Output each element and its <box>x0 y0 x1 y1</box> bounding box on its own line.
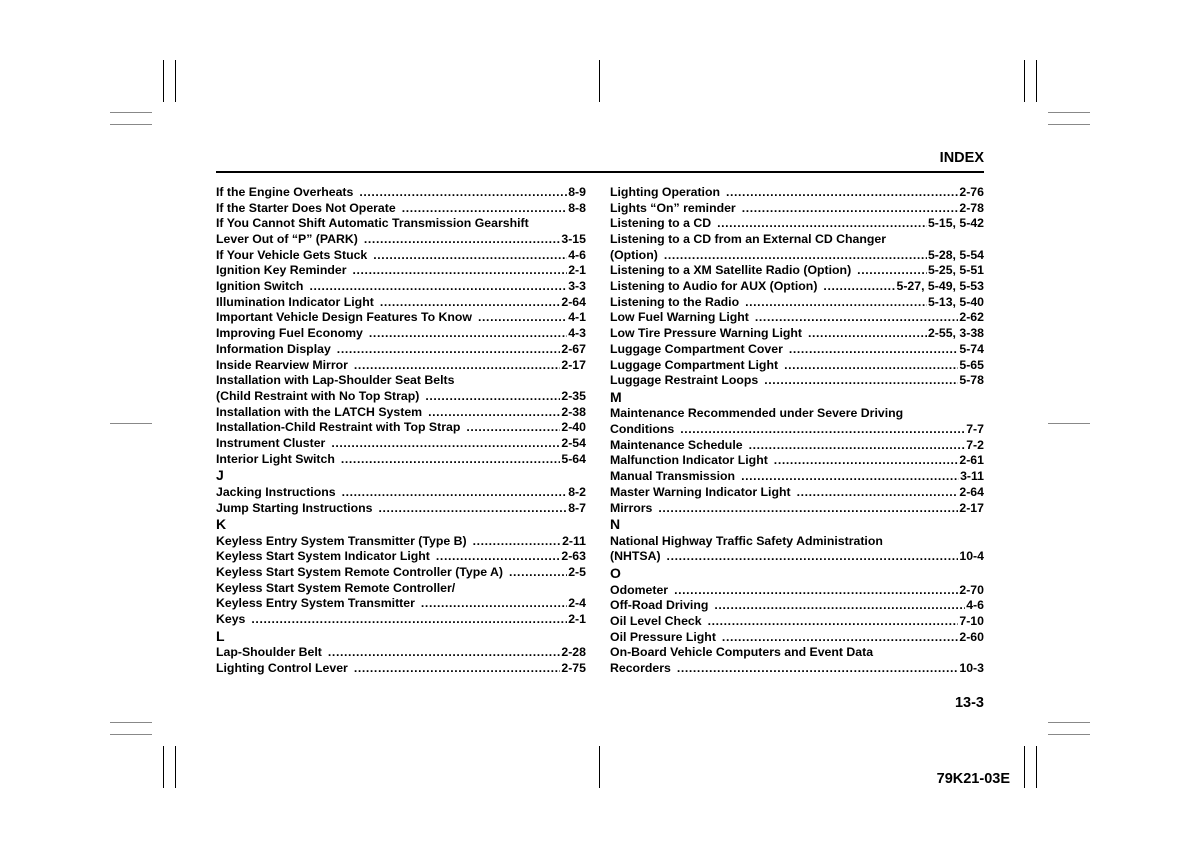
index-entry <box>216 485 586 501</box>
index-entry <box>216 201 586 217</box>
index-entry-text: Lap-Shoulder Belt <box>216 645 322 660</box>
index-entry-text: Installation-Child Restraint with Top Strap <box>216 420 461 435</box>
index-entry-page: 8-9 <box>568 185 586 199</box>
index-entry-page: 5-78 <box>959 373 984 388</box>
index-entry-page: 2-62 <box>959 310 984 325</box>
dot-leader <box>674 583 958 599</box>
index-entry <box>610 406 984 422</box>
dot-leader <box>380 295 561 311</box>
dot-leader <box>722 630 958 646</box>
index-entry <box>216 534 586 550</box>
index-entry-page: 2-75 <box>561 661 586 676</box>
dot-leader <box>764 373 958 389</box>
crop-mark <box>1048 722 1090 723</box>
dot-leader <box>369 326 567 342</box>
index-entry-text: If Your Vehicle Gets Stuck <box>216 247 368 262</box>
crop-mark <box>1024 60 1025 102</box>
index-column-left <box>216 185 586 677</box>
index-entry <box>216 549 586 565</box>
dot-leader <box>680 422 965 438</box>
dot-leader <box>797 485 959 501</box>
index-entry-text: Keyless Start System Indicator Light <box>216 549 430 564</box>
index-section-letter: N <box>610 516 621 533</box>
index-entry <box>610 311 984 327</box>
index-entry-page: 2-17 <box>561 357 586 372</box>
dot-leader <box>309 279 567 295</box>
index-entry-text: Keyless Entry System Transmitter <box>216 596 415 611</box>
index-section-letter: L <box>216 627 225 644</box>
dot-leader <box>708 614 959 630</box>
index-entry-text: Lights “On” reminder <box>610 200 736 215</box>
dot-leader <box>789 342 959 358</box>
index-entry-text: (NHTSA) <box>610 549 661 564</box>
dot-leader <box>749 438 966 454</box>
index-section-letter: M <box>610 388 622 405</box>
index-entry-page: 3-11 <box>960 469 984 484</box>
index-entry-text: Maintenance Schedule <box>610 437 743 452</box>
index-entry-page: 2-63 <box>561 549 586 564</box>
index-entry-text: Listening to a CD <box>610 216 712 231</box>
dot-leader <box>478 311 567 327</box>
index-entry <box>216 326 586 342</box>
dot-leader <box>755 311 958 327</box>
index-entry-text: If the Engine Overheats <box>216 185 354 199</box>
index-entry-text: Keyless Entry System Transmitter (Type B) <box>216 533 467 548</box>
index-entry-page: 4-6 <box>568 247 586 262</box>
crop-mark <box>1036 60 1037 102</box>
index-entry-text: Recorders <box>610 661 671 676</box>
index-entry-text: Low Fuel Warning Light <box>610 310 749 325</box>
crop-mark <box>110 722 152 723</box>
dot-leader <box>741 469 959 485</box>
dot-leader <box>331 436 560 452</box>
dot-leader <box>378 501 567 517</box>
index-entry <box>216 405 586 421</box>
crop-mark <box>163 746 164 788</box>
document-code: 79K21-03E <box>936 771 1010 787</box>
dot-leader <box>421 597 567 613</box>
index-entry-text: Mirrors <box>610 500 653 515</box>
index-entry-text: (Child Restraint with No Top Strap) <box>216 388 420 403</box>
index-entry-text: Luggage Restraint Loops <box>610 373 759 388</box>
index-entry-text: Illumination Indicator Light <box>216 294 374 309</box>
crop-mark <box>110 734 152 735</box>
index-entry <box>610 216 984 232</box>
crop-mark <box>599 60 600 102</box>
header-divider <box>216 171 984 173</box>
dot-leader <box>784 358 958 374</box>
index-entry-page: 5-27, 5-49, 5-53 <box>896 279 984 294</box>
index-entry-page: 7-7 <box>966 422 984 437</box>
index-entry <box>610 358 984 374</box>
dot-leader <box>714 598 965 614</box>
crop-mark <box>1036 746 1037 788</box>
index-entry-page: 5-25, 5-51 <box>927 263 984 278</box>
index-entry-page: 7-10 <box>959 614 984 628</box>
index-entry <box>610 295 984 311</box>
index-entry <box>610 185 984 201</box>
dot-leader <box>473 534 561 550</box>
index-entry-text: Off-Road Driving <box>610 598 709 613</box>
dot-leader <box>328 645 560 661</box>
crop-mark <box>1048 734 1090 735</box>
index-entry-text: Oil Level Check <box>610 614 702 628</box>
index-entry-text: Keyless Start System Remote Controller/ <box>216 580 456 595</box>
index-entry-page: 8-8 <box>568 200 586 215</box>
index-entry <box>216 358 586 374</box>
index-entry <box>610 534 984 550</box>
index-entry <box>610 454 984 470</box>
dot-leader <box>677 661 959 677</box>
index-entry-text: If the Starter Does Not Operate <box>216 200 396 215</box>
index-entry <box>216 452 586 468</box>
index-entry-text: Manual Transmission <box>610 469 736 484</box>
dot-leader <box>354 661 561 677</box>
index-entry <box>610 630 984 646</box>
index-entry <box>216 342 586 358</box>
dot-leader <box>658 501 958 517</box>
index-entry-page: 4-1 <box>568 310 586 325</box>
index-entry-text: Lighting Operation <box>610 185 720 199</box>
index-entry-text: Jacking Instructions <box>216 484 336 499</box>
index-entry-text: Ignition Key Reminder <box>216 263 347 278</box>
index-entry-text: Lever Out of “P” (PARK) <box>216 232 358 247</box>
index-entry-page: 2-54 <box>561 436 586 450</box>
index-entry <box>610 501 984 517</box>
index-entry <box>610 342 984 358</box>
index-entry-page: 2-28 <box>561 645 586 660</box>
index-entry-text: Ignition Switch <box>216 279 304 294</box>
crop-mark <box>110 423 152 424</box>
index-entry <box>216 612 586 628</box>
index-entry-page: 2-64 <box>959 484 984 499</box>
index-entry <box>610 232 984 248</box>
index-entry-text: Luggage Compartment Light <box>610 357 779 372</box>
index-entry-page: 2-64 <box>561 294 586 309</box>
index-entry <box>216 295 586 311</box>
index-entry <box>216 645 586 661</box>
page-title: INDEX <box>939 150 984 166</box>
index-entry-page: 2-11 <box>562 533 586 548</box>
index-entry-text: Malfunction Indicator Light <box>610 453 768 468</box>
index-entry <box>610 614 984 630</box>
index-entry <box>216 565 586 581</box>
index-entry-text: Jump Starting Instructions <box>216 500 373 515</box>
index-entry-page: 5-15, 5-42 <box>927 216 984 231</box>
index-entry-page: 10-4 <box>959 549 984 564</box>
dot-leader <box>667 549 959 565</box>
index-entry-text: Odometer <box>610 582 669 597</box>
crop-mark <box>163 60 164 102</box>
index-entry-text: National Highway Traffic Safety Administration <box>610 533 883 548</box>
index-entry <box>216 279 586 295</box>
index-entry-page: 8-7 <box>568 500 586 515</box>
crop-mark <box>175 746 176 788</box>
index-entry-page: 3-3 <box>568 279 586 294</box>
dot-leader <box>359 185 567 201</box>
index-entry-page: 2-61 <box>959 453 984 468</box>
index-entry-page: 2-5 <box>568 565 586 580</box>
index-entry-text: Installation with Lap-Shoulder Seat Belts <box>216 373 455 388</box>
dot-leader <box>745 295 927 311</box>
index-entry <box>216 216 586 232</box>
index-entry-text: Interior Light Switch <box>216 451 335 466</box>
index-entry <box>216 248 586 264</box>
page-number: 13-3 <box>954 695 984 711</box>
dot-leader <box>717 216 927 232</box>
index-entry <box>216 232 586 248</box>
dot-leader <box>436 549 560 565</box>
index-entry <box>216 436 586 452</box>
dot-leader <box>857 263 927 279</box>
dot-leader <box>341 452 561 468</box>
dot-leader <box>664 248 927 264</box>
crop-mark <box>1048 423 1090 424</box>
index-entry <box>610 248 984 264</box>
index-entry-page: 4-6 <box>966 598 984 613</box>
index-entry-page: 10-3 <box>959 661 984 676</box>
index-entry-page: 4-3 <box>568 326 586 341</box>
index-entry-text: Important Vehicle Design Features To Know <box>216 310 473 325</box>
index-entry <box>216 597 586 613</box>
index-entry-text: Listening to a XM Satellite Radio (Option) <box>610 263 852 278</box>
crop-mark <box>110 124 152 125</box>
index-entry-page: 2-76 <box>959 185 984 199</box>
index-entry <box>610 661 984 677</box>
index-entry-text: Instrument Cluster <box>216 436 326 450</box>
index-entry <box>610 583 984 599</box>
index-entry-page: 2-17 <box>959 500 984 515</box>
index-entry-text: On-Board Vehicle Computers and Event Data <box>610 645 874 660</box>
index-entry-text: Inside Rearview Mirror <box>216 357 348 372</box>
index-entry-text: Lighting Control Lever <box>216 661 348 676</box>
index-entry-page: 5-13, 5-40 <box>927 294 984 309</box>
index-entry-text: Listening to Audio for AUX (Option) <box>610 279 818 294</box>
dot-leader <box>402 201 568 217</box>
index-entry-page: 8-2 <box>568 484 586 499</box>
dot-leader <box>726 185 958 201</box>
dot-leader <box>823 279 895 295</box>
index-entry-page: 2-4 <box>568 596 586 611</box>
index-entry-page: 2-1 <box>568 612 586 627</box>
dot-leader <box>337 342 561 358</box>
index-entry <box>216 581 586 597</box>
index-entry-text: Information Display <box>216 341 331 356</box>
index-entry-text: Low Tire Pressure Warning Light <box>610 326 802 341</box>
index-entry <box>610 279 984 295</box>
index-section-letter: O <box>610 565 621 582</box>
dot-leader <box>509 565 567 581</box>
index-entry-text: Installation with the LATCH System <box>216 404 423 419</box>
index-entry <box>216 661 586 677</box>
index-entry-text: Maintenance Recommended under Severe Driving <box>610 406 904 421</box>
index-entry <box>610 263 984 279</box>
index-entry <box>610 373 984 389</box>
index-entry <box>610 422 984 438</box>
dot-leader <box>808 326 927 342</box>
dot-leader <box>342 485 568 501</box>
index-entry-page: 2-78 <box>959 200 984 215</box>
index-entry-page: 3-15 <box>561 232 586 247</box>
index-entry-page: 2-70 <box>959 582 984 597</box>
index-entry-text: Luggage Compartment Cover <box>610 341 783 356</box>
crop-mark <box>110 112 152 113</box>
index-entry <box>610 485 984 501</box>
index-entry-text: (Option) <box>610 247 658 262</box>
dot-leader <box>353 263 568 279</box>
index-entry-page: 5-28, 5-54 <box>927 247 984 262</box>
index-entry-page: 2-1 <box>568 263 586 278</box>
index-entry-page: 2-35 <box>561 388 586 403</box>
index-entry <box>610 645 984 661</box>
index-entry-page: 5-64 <box>561 451 586 466</box>
index-entry-text: Listening to the Radio <box>610 294 740 309</box>
index-entry <box>216 185 586 201</box>
crop-mark <box>1024 746 1025 788</box>
index-entry-text: If You Cannot Shift Automatic Transmission Gearshift <box>216 216 529 231</box>
index-column-right <box>610 185 984 677</box>
index-entry <box>610 598 984 614</box>
index-entry-text: Oil Pressure Light <box>610 629 716 644</box>
index-entry-text: Listening to a CD from an External CD Changer <box>610 232 887 247</box>
index-entry <box>216 501 586 517</box>
crop-mark <box>1048 124 1090 125</box>
dot-leader <box>251 612 567 628</box>
dot-leader <box>742 201 959 217</box>
dot-leader <box>354 358 560 374</box>
index-entry <box>216 420 586 436</box>
index-entry-page: 2-60 <box>959 629 984 644</box>
index-entry-page: 5-65 <box>959 357 984 372</box>
index-entry-text: Keyless Start System Remote Controller (Type A) <box>216 565 504 580</box>
dot-leader <box>425 389 560 405</box>
index-entry <box>216 389 586 405</box>
index-entry-page: 2-38 <box>561 404 586 419</box>
index-entry <box>610 201 984 217</box>
index-entry-page: 5-74 <box>959 341 984 356</box>
index-entry <box>216 263 586 279</box>
index-entry <box>610 549 984 565</box>
index-entry <box>610 326 984 342</box>
index-entry-text: Conditions <box>610 422 675 437</box>
index-entry <box>216 311 586 327</box>
index-entry-page: 7-2 <box>966 437 984 452</box>
index-section-letter: J <box>216 467 224 484</box>
index-section-letter: K <box>216 516 227 533</box>
crop-mark <box>175 60 176 102</box>
crop-mark <box>1048 112 1090 113</box>
dot-leader <box>466 420 560 436</box>
dot-leader <box>373 248 567 264</box>
index-entry-text: Improving Fuel Economy <box>216 326 363 341</box>
index-entry <box>610 469 984 485</box>
dot-leader <box>428 405 560 421</box>
crop-mark <box>599 746 600 788</box>
index-entry-page: 2-55, 3-38 <box>927 326 984 341</box>
index-entry-text: Master Warning Indicator Light <box>610 484 791 499</box>
dot-leader <box>774 454 959 470</box>
dot-leader <box>364 232 560 248</box>
index-entry <box>216 373 586 389</box>
index-entry <box>610 438 984 454</box>
index-entry-page: 2-40 <box>561 420 586 435</box>
index-entry-page: 2-67 <box>561 341 586 356</box>
index-entry-text: Keys <box>216 612 246 627</box>
